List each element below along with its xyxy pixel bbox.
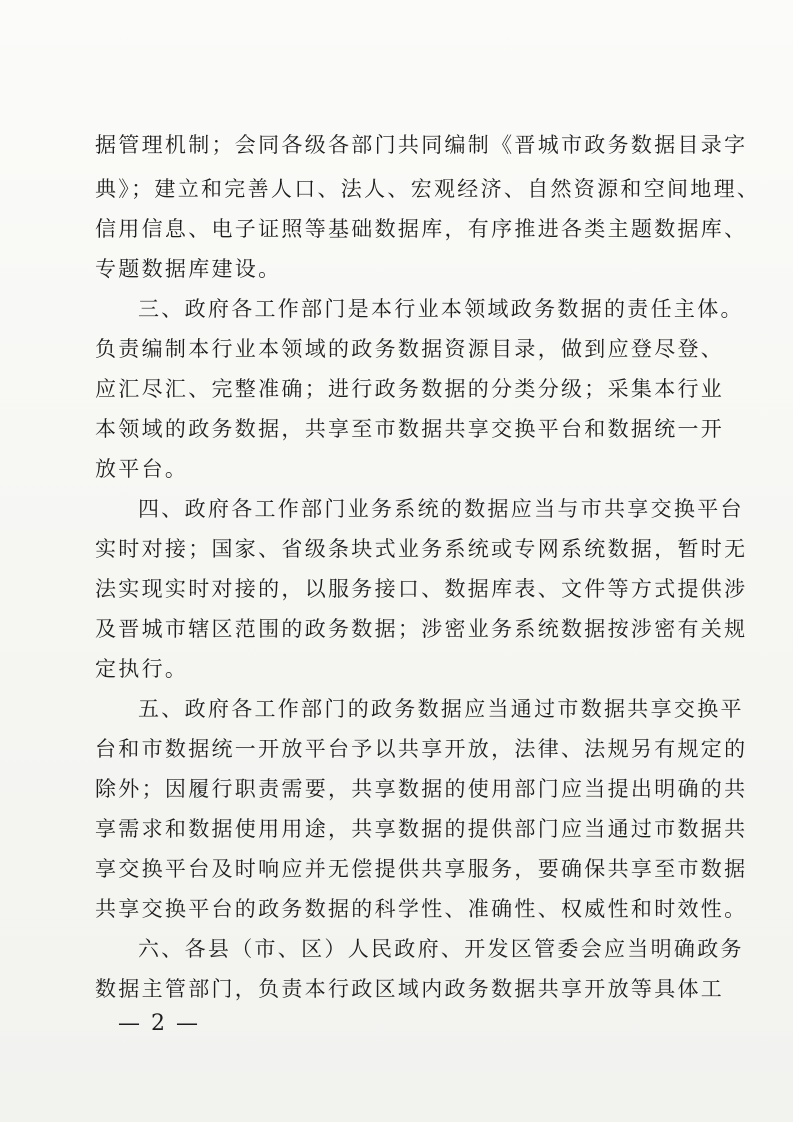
text-line: 专题数据库建设。 <box>95 257 282 281</box>
text-line: 共享交换平台的政务数据的科学性、准确性、权威性和时效性。 <box>95 897 748 921</box>
text-line: 五、政府各工作部门的政务数据应当通过市数据共享交换平 <box>138 697 744 721</box>
text-line: 典》；建立和完善人口、法人、宏观经济、自然资源和空间地理、 <box>95 177 761 201</box>
text-line: 实时对接；国家、省级条块式业务系统或专网系统数据，暂时无 <box>95 537 748 561</box>
text-line: 放平台。 <box>95 457 189 481</box>
text-line: 信用信息、电子证照等基础数据库，有序推进各类主题数据库、 <box>95 217 748 241</box>
text-line: 六、各县（市、区）人民政府、开发区管委会应当明确政务 <box>138 937 744 961</box>
text-line: 负责编制本行业本领域的政务数据资源目录，做到应登尽登、 <box>95 337 725 361</box>
text-line: 享交换平台及时响应并无偿提供共享服务，要确保共享至市数据 <box>95 857 748 881</box>
text-line: 及晋城市辖区范围的政务数据；涉密业务系统数据按涉密有关规 <box>95 617 748 641</box>
text-line: 数据主管部门，负责本行政区域内政务数据共享开放等具体工 <box>95 977 725 1001</box>
text-line: 享需求和数据使用用途，共享数据的提供部门应当通过市数据共 <box>95 817 748 841</box>
text-line: 台和市数据统一开放平台予以共享开放，法律、法规另有规定的 <box>95 737 748 761</box>
text-line: 本领域的政务数据，共享至市数据共享交换平台和数据统一开 <box>95 417 725 441</box>
text-line: 四、政府各工作部门业务系统的数据应当与市共享交换平台 <box>138 497 744 521</box>
text-line: 应汇尽汇、完整准确；进行政务数据的分类分级；采集本行业 <box>95 377 725 401</box>
text-line: 三、政府各工作部门是本行业本领域政务数据的责任主体。 <box>138 297 744 321</box>
text-line: 定执行。 <box>95 657 189 681</box>
text-line: 法实现实时对接的，以服务接口、数据库表、文件等方式提供涉 <box>95 577 748 601</box>
text-line: 据管理机制；会同各级各部门共同编制《晋城市政务数据目录字 <box>95 133 748 157</box>
text-line: 除外；因履行职责需要，共享数据的使用部门应当提出明确的共 <box>95 777 748 801</box>
page-number: — 2 — <box>118 1011 200 1036</box>
